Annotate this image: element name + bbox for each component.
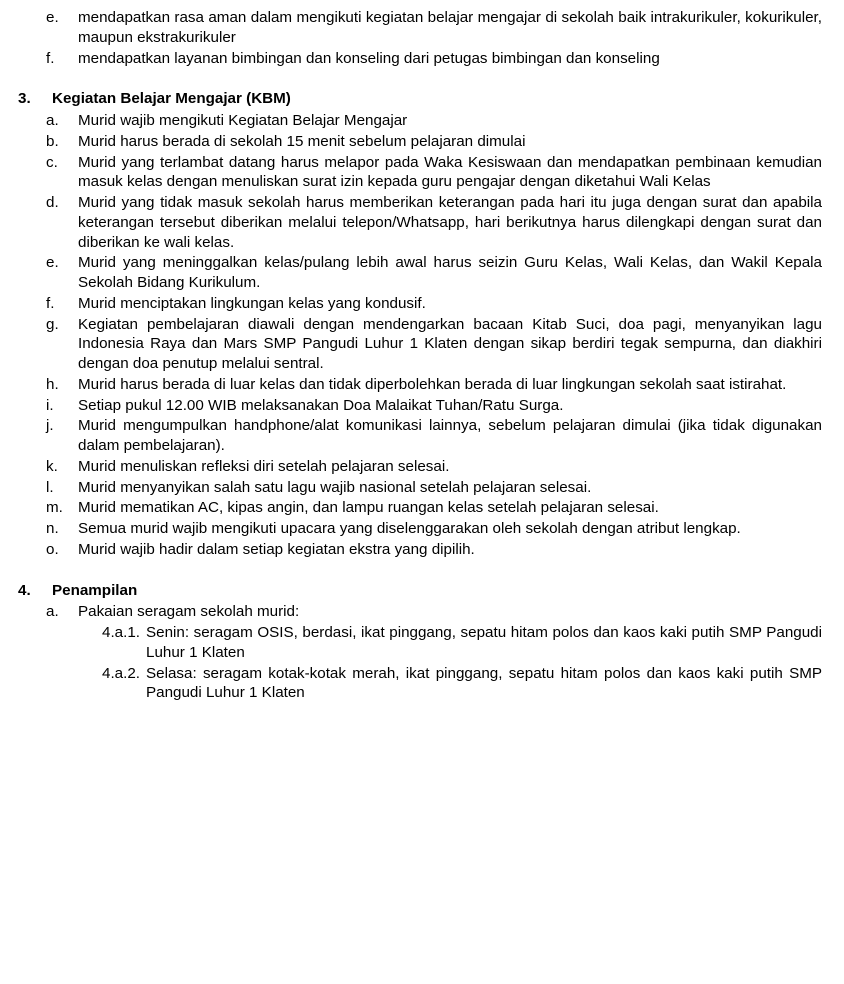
list-item <box>46 540 822 560</box>
list-item <box>46 8 822 48</box>
list-item-marker: o. <box>46 540 59 558</box>
list-item <box>46 519 822 539</box>
list-item <box>46 193 822 252</box>
list-item-text: Pakaian seragam sekolah murid: <box>78 603 300 621</box>
list-item <box>46 396 822 416</box>
list-item-marker: m. <box>46 499 63 517</box>
section-spacer <box>18 561 822 581</box>
list-item <box>46 478 822 498</box>
list-item-marker: a. <box>46 112 59 129</box>
section-heading-marker: 4. <box>18 581 31 599</box>
list-item-marker: e. <box>46 9 59 26</box>
section-heading-text: Penampilan <box>52 581 138 599</box>
list-item <box>46 132 822 152</box>
list-item-text: Murid yang terlambat datang harus melapor pada Waka Kesiswaan dan mendapatkan pembinaan kemudian masuk kelas dengan menuliskan surat izin kepada guru pengajar dengan diketahui Wali Kelas <box>78 153 822 191</box>
list-item <box>46 602 822 622</box>
list-item <box>46 253 822 293</box>
list-item <box>46 416 822 456</box>
list-item <box>46 457 822 477</box>
list-item <box>46 375 822 395</box>
list-item-marker: f. <box>46 49 55 67</box>
list-item-text: Semua murid wajib mengikuti upacara yang diselenggarakan oleh sekolah dengan atribut lengkap. <box>78 520 741 537</box>
list-item <box>46 294 822 314</box>
sub-list-item-marker: 4.a.2. <box>102 664 140 682</box>
list-item-text: Murid harus berada di sekolah 15 menit sebelum pelajaran dimulai <box>78 132 526 150</box>
list-item <box>46 153 822 193</box>
list-item-marker: g. <box>46 315 59 333</box>
list-item <box>46 111 822 131</box>
list-item-text: Murid menyanyikan salah satu lagu wajib nasional setelah pelajaran selesai. <box>78 478 592 496</box>
section-spacer <box>18 69 822 89</box>
section-heading <box>18 581 822 601</box>
sub-list-item <box>102 623 822 663</box>
sub-list-item-marker: 4.a.1. <box>102 624 140 641</box>
list-item-marker: b. <box>46 132 59 150</box>
list-item <box>46 49 822 69</box>
list-item-marker: c. <box>46 153 58 171</box>
sub-list-item <box>102 664 822 704</box>
sub-list-item-text: Senin: seragam OSIS, berdasi, ikat pinggang, sepatu hitam polos dan kaos kaki putih SMP Pangudi Luhur 1 Klaten <box>146 624 822 661</box>
sub-list-item-text: Selasa: seragam kotak-kotak merah, ikat pinggang, sepatu hitam polos dan kaos kaki putih SMP Pangudi Luhur 1 Klaten <box>146 664 822 702</box>
list-item-marker: f. <box>46 294 55 312</box>
list-item-marker: j. <box>46 417 54 435</box>
list-item-text: Murid menuliskan refleksi diri setelah pelajaran selesai. <box>78 457 450 475</box>
list-item-text: Kegiatan pembelajaran diawali dengan mendengarkan bacaan Kitab Suci, doa pagi, menyanyikan lagu Indonesia Raya dan Mars SMP Pangudi Luhur 1 Klaten dengan sikap berdiri tegak sempurna, dan diakhiri dengan doa penutup melalui sentral. <box>78 315 822 372</box>
list-item-marker: d. <box>46 194 59 211</box>
list-item-text: Murid mematikan AC, kipas angin, dan lampu ruangan kelas setelah pelajaran selesai. <box>78 499 659 517</box>
list-item-text: Murid yang tidak masuk sekolah harus memberikan keterangan pada hari itu juga dengan surat dan apabila keterangan tersebut diberikan melalui telepon/Whatsapp, hari berikutnya harus dilengkapi dengan surat dan diberikan ke wali kelas. <box>78 194 822 251</box>
list-item-marker: h. <box>46 375 59 393</box>
list-item-marker: a. <box>46 603 59 621</box>
section-heading-marker: 3. <box>18 90 31 108</box>
list-item-text: mendapatkan rasa aman dalam mengikuti kegiatan belajar mengajar di sekolah baik intrakurikuler, kokurikuler, maupun ekstrakurikuler <box>78 9 822 46</box>
list-item-text: mendapatkan layanan bimbingan dan konseling dari petugas bimbingan dan konseling <box>78 49 660 67</box>
list-item-marker: i. <box>46 396 54 414</box>
list-item-text: Murid wajib mengikuti Kegiatan Belajar Mengajar <box>78 112 408 129</box>
list-item-text: Murid harus berada di luar kelas dan tidak diperbolehkan berada di luar lingkungan sekolah saat istirahat. <box>78 375 787 393</box>
list-item <box>46 315 822 374</box>
list-item-marker: e. <box>46 254 59 272</box>
list-item-marker: n. <box>46 520 59 537</box>
list-item-text: Murid mengumpulkan handphone/alat komunikasi lainnya, sebelum pelajaran dimulai (jika tidak digunakan dalam pembelajaran). <box>78 417 822 454</box>
section-heading <box>18 89 822 109</box>
list-item-marker: k. <box>46 457 58 475</box>
list-item <box>46 498 822 518</box>
section-heading-text: Kegiatan Belajar Mengajar (KBM) <box>52 90 291 108</box>
list-item-text: Murid yang meninggalkan kelas/pulang lebih awal harus seizin Guru Kelas, Wali Kelas, dan Wakil Kepala Sekolah Bidang Kurikulum. <box>78 254 822 291</box>
list-item-text: Murid wajib hadir dalam setiap kegiatan ekstra yang dipilih. <box>78 540 475 558</box>
list-item-text: Setiap pukul 12.00 WIB melaksanakan Doa Malaikat Tuhan/Ratu Surga. <box>78 396 564 414</box>
list-item-marker: l. <box>46 478 54 496</box>
list-item-text: Murid menciptakan lingkungan kelas yang kondusif. <box>78 294 426 312</box>
